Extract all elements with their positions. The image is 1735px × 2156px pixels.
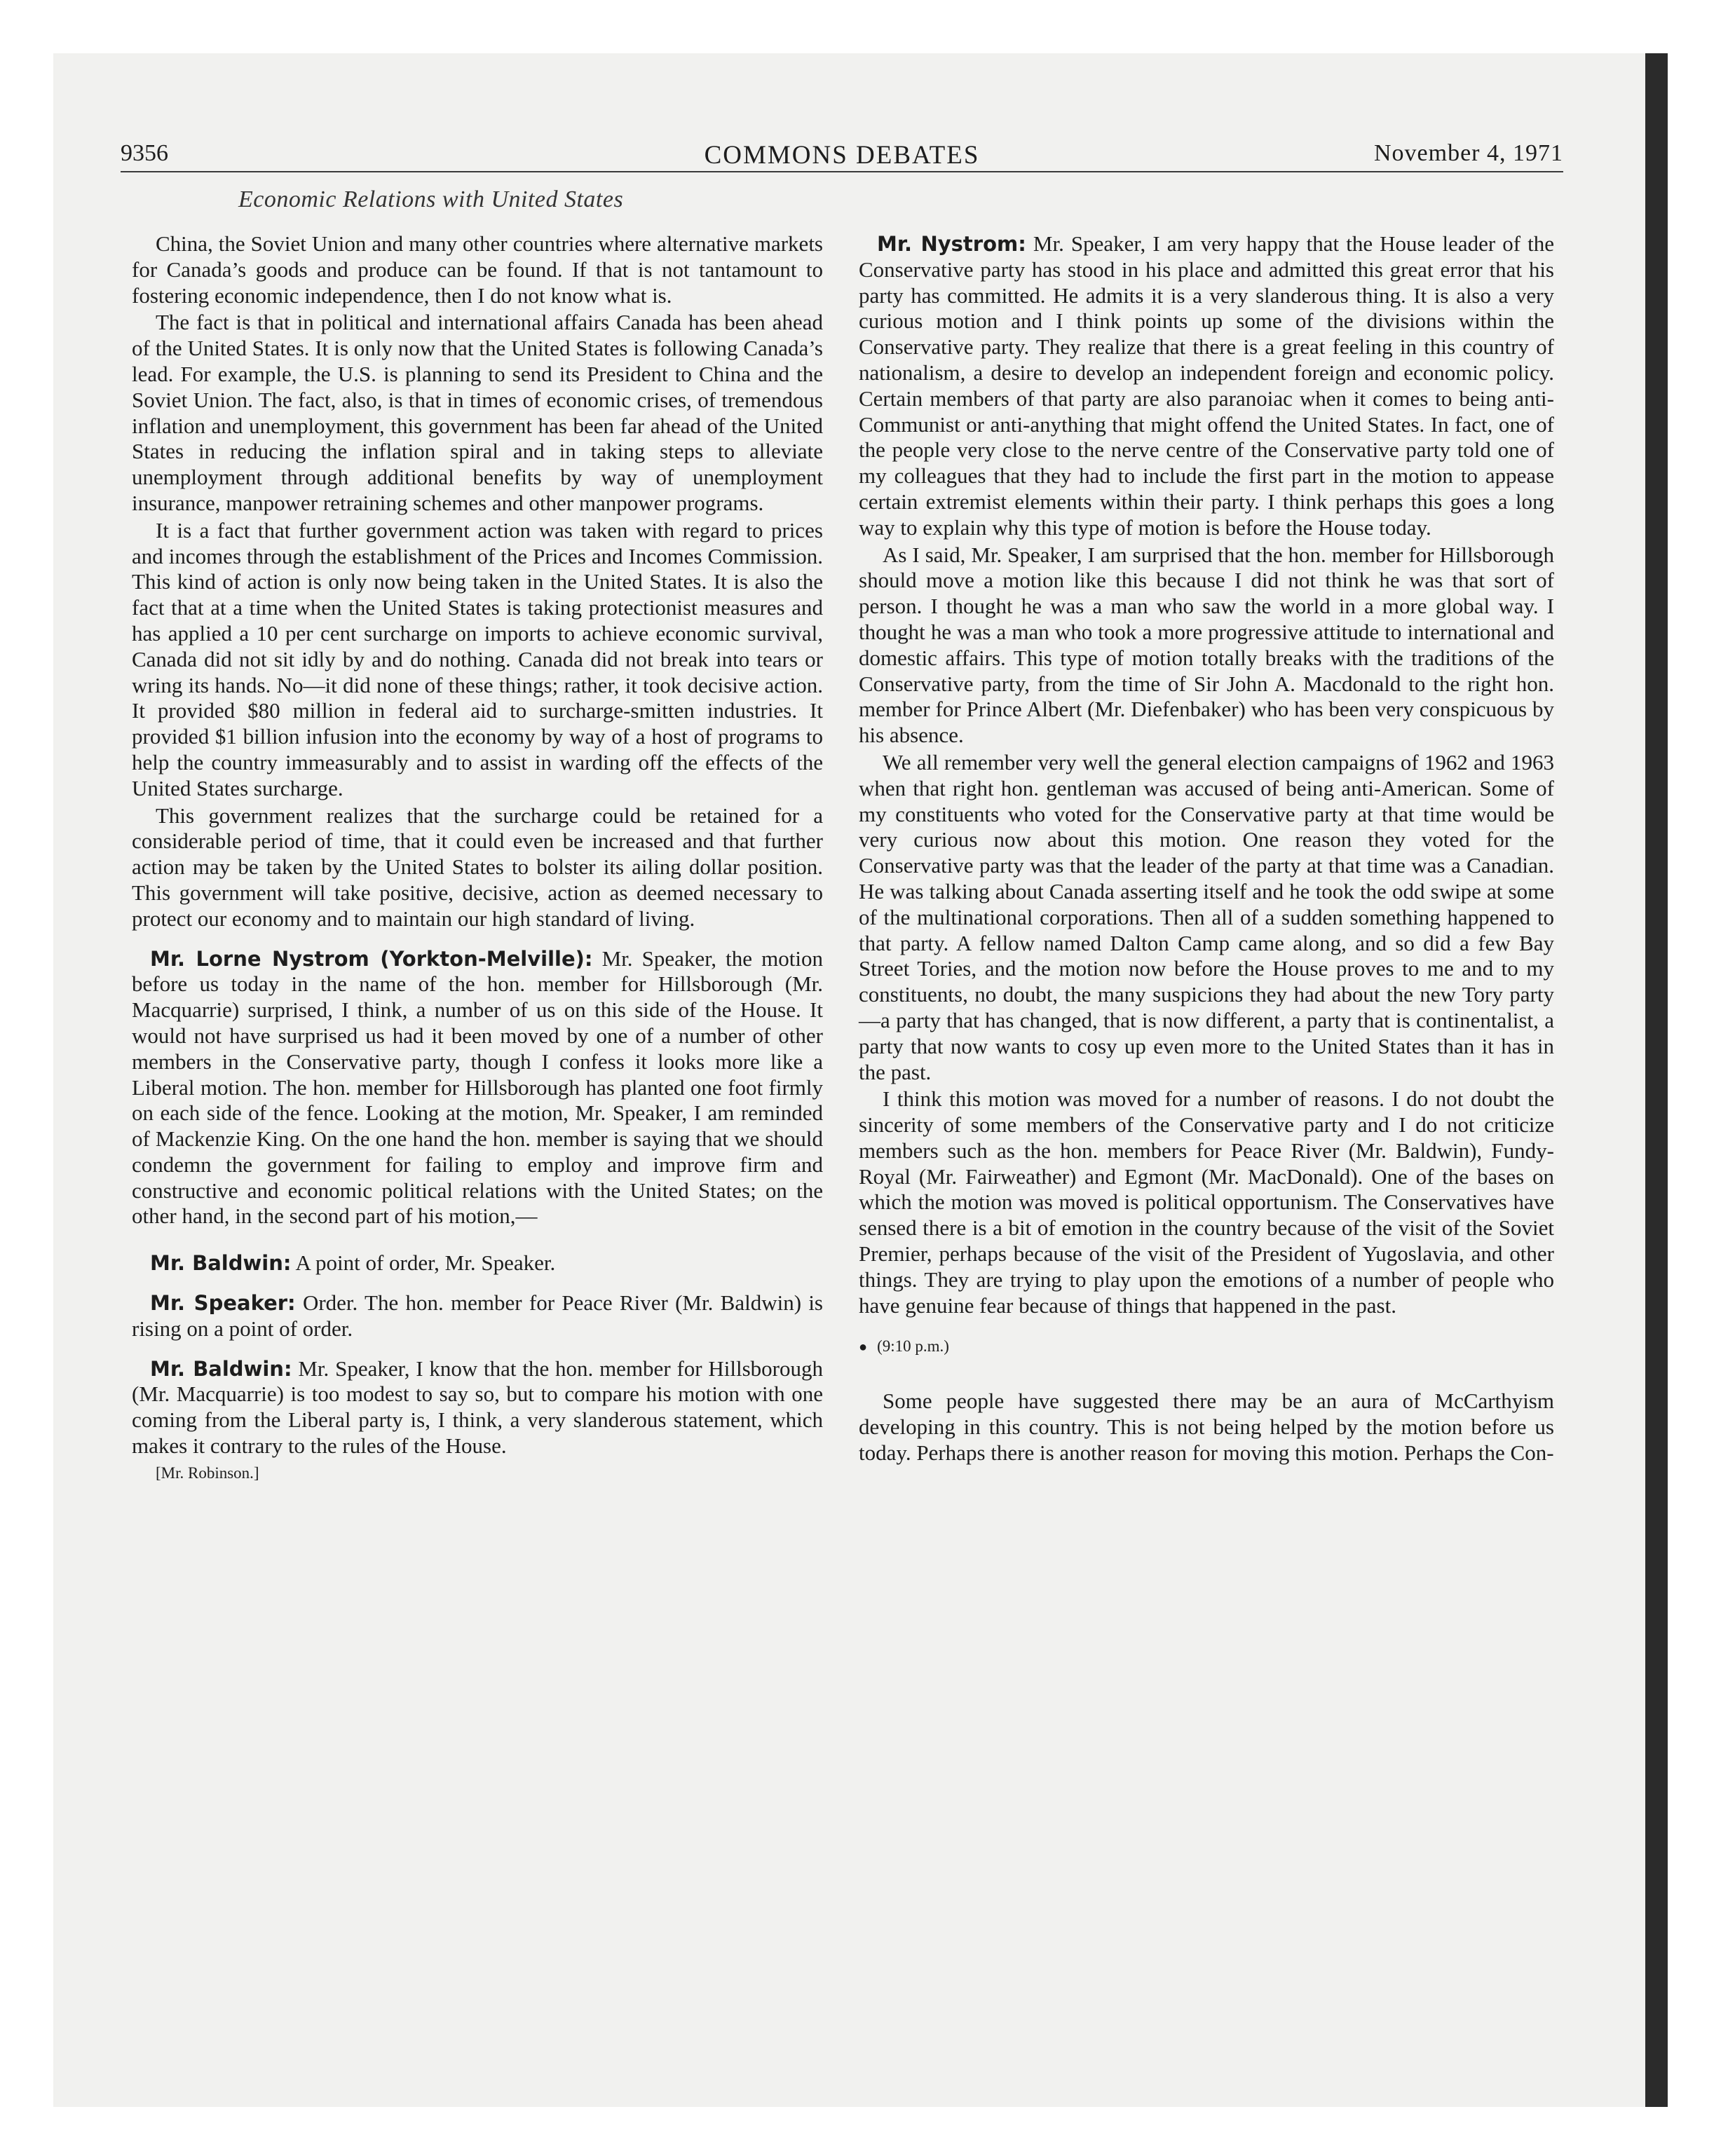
time-marker xyxy=(859,1334,1554,1360)
paragraph: China, the Soviet Union and many other countries where alternative markets for Canada’s goods and produce can be found. If that is not tantamount to fostering economic independence, then I do not know what is. xyxy=(132,231,823,308)
speech-text: Mr. Speaker, I am very happy that the House leader of the Conservative party has stood in his place and admitted this great error that his party has committed. He admits it is a very slanderous thing. It is also a very curious motion and I think points up some of the divisions within the Conservative party. They realize that there is a great feeling in this country of nationalism, a desire to develop an independent foreign and economic policy. Certain members of that party are also paranoiac when it comes to being anti-Communist or anti-anything that might offend the United States. In fact, one of the people very close to the nerve centre of the Conservative party told one of my colleagues that they had to include the first part in the motion to appease certain extremist elements within their party. I think perhaps this goes a long way to explain why this type of motion is before the House today. xyxy=(859,231,1555,540)
speech-text: A point of order, Mr. Speaker. xyxy=(295,1250,556,1276)
right-column xyxy=(859,231,1554,1468)
paragraph: I think this motion was moved for a number of reasons. I do not doubt the sincerity of some members of the Conservative party and I do not criticize members such as the hon. members for Peace River (Mr. Baldwin), Fundy-Royal (Mr. Fairweather) and Egmont (Mr. MacDonald). One of the bases on which the motion was moved is political opportunism. The Conservatives have sensed there is a bit of emotion in the country because of the visit of the Soviet Premier, perhaps because of the visit of the President of Yugoslavia, and other things. They are trying to play upon the emotions of a number of people who have genuine fear because of things that happened in the past. xyxy=(859,1086,1554,1318)
speaker-name: Mr. Lorne Nystrom (Yorkton-Melville): xyxy=(150,946,593,971)
speech xyxy=(859,231,1554,541)
paragraph: This government realizes that the surcharge could be retained for a considerable period of time, that it could even be increased and that further action may be taken by the United States to bolster its ailing dollar position. This government will take positive, decisive, action as deemed necessary to protect our economy and to maintain our high standard of living. xyxy=(132,803,823,931)
speech xyxy=(132,1250,823,1276)
speech xyxy=(132,946,823,1230)
speech-text: Mr. Speaker, the motion before us today in the name of the hon. member for Hillsborough (Mr. Macquarrie) surprised, I think, a number of us on this side of the House. It would not have surprised us had it been moved by one of a number of other members in the Conservative party, though I confess it looks more like a Liberal motion. The hon. member for Hillsborough has planted one foot firmly on each side of the fence. Looking at the motion, Mr. Speaker, I am reminded of Mackenzie King. On the one hand the hon. member is saying that we should condemn the government for failing to employ and improve firm and constructive and economic political relations with the United States; on the other hand, in the second part of his motion,— xyxy=(132,946,823,1229)
speech-text: Mr. Speaker, I know that the hon. member for Hillsborough (Mr. Macquarrie) is too modest to say so, but to compare his motion with one coming from the Liberal party is, I think, a very slanderous statement, which makes it contrary to the rules of the House. xyxy=(132,1356,824,1459)
speech xyxy=(132,1290,823,1342)
time-stamp: (9:10 p.m.) xyxy=(877,1337,949,1356)
speech xyxy=(132,1356,823,1459)
bullet-icon: ● xyxy=(859,1339,868,1356)
journal-title: COMMONS DEBATES xyxy=(704,141,980,170)
running-head: Economic Relations with United States xyxy=(238,186,624,212)
speaker-name: Mr. Nystrom: xyxy=(877,232,1026,256)
paragraph: It is a fact that further government action was taken with regard to prices and incomes through the establishment of the Prices and Incomes Commission. This kind of action is only now being taken in the United States. It is also the fact that at a time when the United States is taking protectionist measures and has applied a 10 per cent surcharge on imports to achieve economic survival, Canada did not sit idly by and do nothing. Canada did not break into tears or wring its hands. No—it did none of these things; rather, it took decisive action. It provided $80 million in federal aid to surcharge-smitten industries. It provided $1 billion infusion into the economy by way of a host of programs to help the country immeasurably and to assist in warding off the effects of the United States surcharge. xyxy=(132,517,823,800)
paragraph: As I said, Mr. Speaker, I am surprised that the hon. member for Hillsborough should move a motion like this because I did not think he was that sort of person. I thought he was a man who saw the world in a more global way. I thought he was a man who took a more progressive attitude to international and domestic affairs. This type of motion totally breaks with the traditions of the Conservative party, from the time of Sir John A. Macdonald to the right hon. member for Prince Albert (Mr. Diefenbaker) who has been very conspicuous by his absence. xyxy=(859,542,1554,748)
page-number: 9356 xyxy=(121,140,168,166)
header-date: November 4, 1971 xyxy=(1373,140,1563,166)
speaker-attribution: [Mr. Robinson.] xyxy=(156,1464,259,1482)
paragraph: Some people have suggested there may be an aura of McCarthyism developing in this country. This is not being helped by the motion before us today. Perhaps there is another reason for moving this motion. Perhaps the Con- xyxy=(859,1389,1554,1465)
speaker-name: Mr. Baldwin: xyxy=(150,1356,292,1381)
paragraph: The fact is that in political and international affairs Canada has been ahead of the United States. It is only now that the United States is following Canada’s lead. For example, the U.S. is planning to send its President to China and the Soviet Union. The fact, also, is that in times of economic crises, of tremendous inflation and unemployment, this government has been far ahead of the United States in reducing the inflation spiral and in taking steps to alleviate unemployment through additional benefits by way of unemployment insurance, manpower retraining schemes and other manpower programs. xyxy=(132,310,823,515)
scan-edge-bar xyxy=(1645,53,1668,2107)
paragraph: We all remember very well the general election campaigns of 1962 and 1963 when that right hon. gentleman was accused of being anti-American. Some of my constituents who voted for the Conservative party at that time would be very curious now about this motion. One reason they voted for the Conservative party was that the leader of the party at that time was a Canadian. He was talking about Canada asserting itself and he took the odd swipe at some of the multinational corporations. Then all of a sudden something happened to that party. A fellow named Dalton Camp came along, and so did a few Bay Street Tories, and the motion now before the House proves to me and to my constituents, no doubt, the many suspicions they had about the new Tory party—a party that has changed, that is now different, a party that is continentalist, a party that now wants to cosy up even more to the United States than it has in the past. xyxy=(859,749,1554,1084)
header-rule xyxy=(121,171,1563,172)
left-column xyxy=(132,231,823,1488)
speaker-name: Mr. Baldwin: xyxy=(150,1251,292,1276)
speaker-name: Mr. Speaker: xyxy=(150,1291,296,1316)
speech-text: Order. The hon. member for Peace River (Mr. Baldwin) is rising on a point of order. xyxy=(132,1290,823,1341)
page-header xyxy=(121,140,1563,174)
